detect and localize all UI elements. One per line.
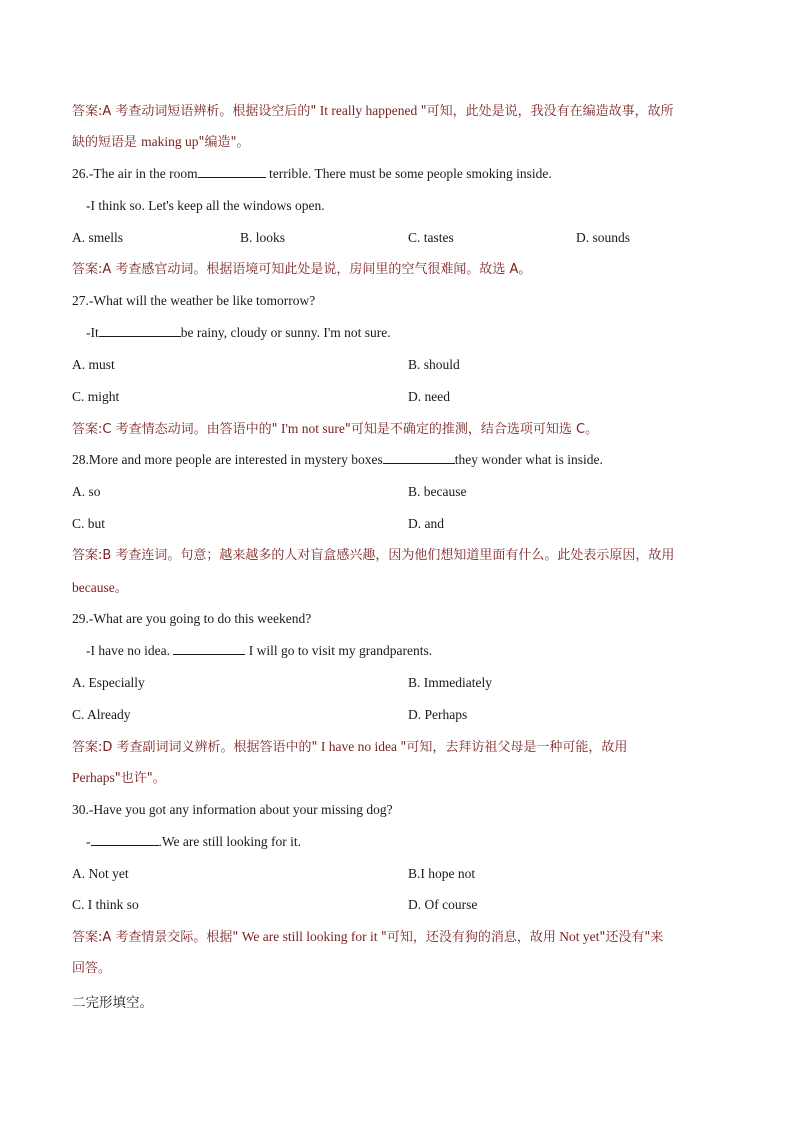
answer-30-line-1: 答案:A 考查情景交际。根据" We are still looking for it "可知，还没有狗的消息，故用 Not yet"还没有"来 [72, 929, 664, 945]
answer-28-line-1: 答案:B 考查连词。句意；越来越多的人对盲盒感兴趣，因为他们想知道里面有什么。此处表示原因，故用 [72, 548, 675, 563]
q29-option-d: D. Perhaps [408, 707, 468, 722]
q30-option-a: A. Not yet [72, 866, 129, 881]
question-29-reply: -I have no idea. I will go to visit my grandparents. [86, 643, 433, 658]
answer-blank [198, 165, 266, 178]
answer-25-line-1: 答案:A 考查动词短语辨析。根据设空后的" It really happened "可知，此处是说，我没有在编造故事，故所 [72, 103, 674, 119]
answer-30-line-2: 回答。 [72, 961, 112, 976]
q28-option-c: C. but [72, 516, 106, 531]
question-27-reply: -It be rainy, cloudy or sunny. I'm not sure. [86, 325, 391, 340]
question-26-reply: -I think so. Let's keep all the windows open. [86, 198, 325, 213]
question-28-stem: 28.More and more people are interested in mystery boxes they wonder what is inside. [72, 452, 603, 467]
answer-blank [91, 833, 159, 846]
q30-option-d: D. Of course [408, 897, 478, 912]
q29-option-c: C. Already [72, 707, 131, 722]
q30-option-b: B.I hope not [408, 866, 476, 881]
q29-option-a: A. Especially [72, 675, 145, 690]
q26-option-d: D. sounds [576, 230, 631, 245]
answer-blank [173, 642, 245, 655]
q26-option-a: A. smells [72, 230, 124, 245]
q28-option-b: B. because [408, 484, 467, 499]
q27-option-b: B. should [408, 357, 460, 372]
answer-29-line-1: 答案:D 考查副词词义辨析。根据答语中的" I have no idea "可知，去拜访祖父母是一种可能，故用 [72, 739, 628, 755]
answer-27: 答案:C 考查情态动词。由答语中的" I'm not sure"可知是不确定的推测，结合选项可知选 C。 [72, 421, 599, 437]
q28-option-d: D. and [408, 516, 444, 531]
answer-29-line-2: Perhaps"也许"。 [72, 770, 166, 786]
answer-blank [99, 324, 181, 337]
question-27-stem: 27.-What will the weather be like tomorrow? [72, 293, 316, 308]
question-30-stem: 30.-Have you got any information about your missing dog? [72, 802, 393, 817]
q30-option-c: C. I think so [72, 897, 139, 912]
q27-option-a: A. must [72, 357, 115, 372]
answer-blank [383, 451, 455, 464]
q26-option-c: C. tastes [408, 230, 454, 245]
q28-option-a: A. so [72, 484, 101, 499]
q26-option-b: B. looks [240, 230, 286, 245]
q27-option-c: C. might [72, 389, 120, 404]
answer-26: 答案:A 考查感官动词。根据语境可知此处是说，房间里的空气很难闻。故选 A。 [72, 262, 532, 277]
question-26-stem: 26.-The air in the room terrible. There must be some people smoking inside. [72, 166, 552, 181]
question-29-stem: 29.-What are you going to do this weekend? [72, 611, 312, 626]
section-heading: 二完形填空。 [72, 995, 153, 1011]
answer-25-line-2: 缺的短语是 making up"编造"。 [72, 134, 250, 150]
q27-option-d: D. need [408, 389, 450, 404]
q29-option-b: B. Immediately [408, 675, 492, 690]
question-30-reply: - .We are still looking for it. [86, 834, 302, 849]
answer-28-line-2: because。 [72, 580, 129, 595]
